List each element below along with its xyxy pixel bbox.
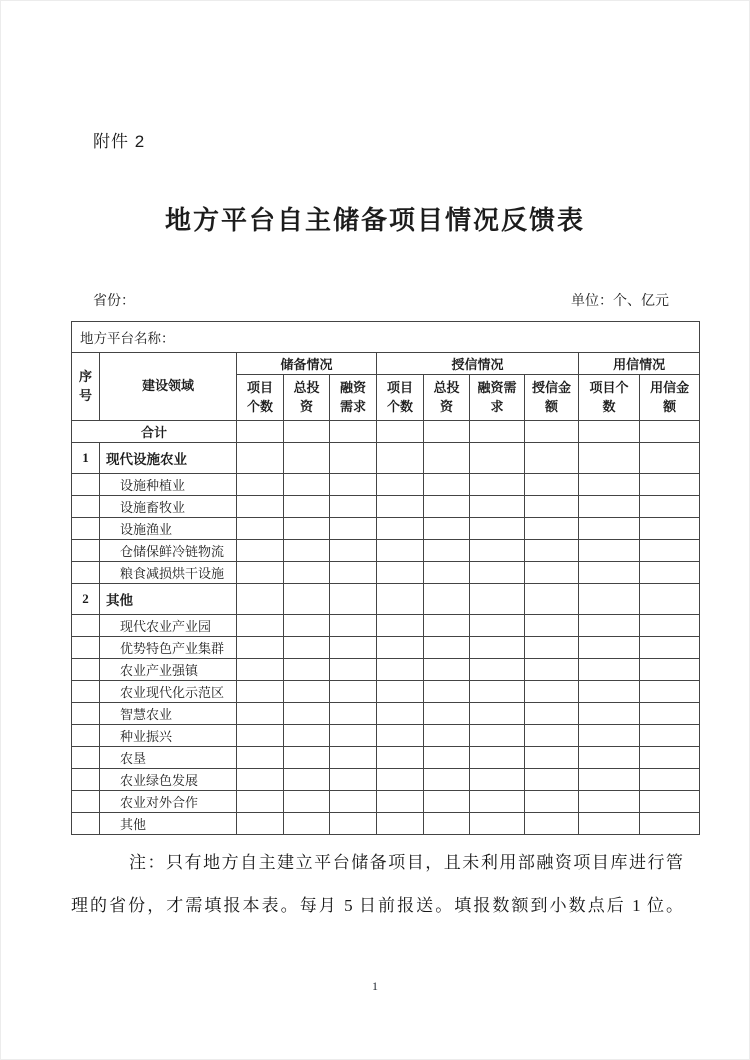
value-cell: [237, 615, 284, 637]
platform-name-label: 地方平台名称：: [72, 322, 700, 353]
value-cell: [579, 421, 640, 443]
value-cell: [579, 747, 640, 769]
row-no-cell: [72, 540, 100, 562]
attachment-label: 附件 2: [93, 132, 146, 151]
value-cell: [470, 681, 525, 703]
value-cell: [525, 584, 579, 615]
value-cell: [470, 791, 525, 813]
row-no-cell: [72, 681, 100, 703]
value-cell: [579, 725, 640, 747]
row-no-cell: [72, 813, 100, 835]
value-cell: [284, 659, 330, 681]
col-header-credit-project-count: 项目个数: [377, 375, 424, 421]
value-cell: [640, 769, 700, 791]
value-cell: [237, 791, 284, 813]
table-row: [72, 540, 700, 562]
value-cell: [525, 703, 579, 725]
row-no-cell: [72, 496, 100, 518]
value-cell: [470, 474, 525, 496]
row-label: 农垦: [100, 747, 237, 769]
value-cell: [330, 496, 377, 518]
value-cell: [579, 584, 640, 615]
value-cell: [377, 703, 424, 725]
col-header-reserve-total-investment: 总投资: [284, 375, 330, 421]
value-cell: [640, 421, 700, 443]
row-label: 种业振兴: [100, 725, 237, 747]
value-cell: [525, 496, 579, 518]
province-label: 省份：: [93, 294, 135, 309]
value-cell: [525, 725, 579, 747]
table-rows: [72, 443, 700, 835]
value-cell: [377, 615, 424, 637]
row-no-cell: 1: [72, 443, 100, 474]
value-cell: [424, 637, 470, 659]
value-cell: [377, 769, 424, 791]
value-cell: [377, 518, 424, 540]
value-cell: [640, 540, 700, 562]
value-cell: [237, 421, 284, 443]
value-cell: [237, 518, 284, 540]
value-cell: [424, 584, 470, 615]
value-cell: [237, 562, 284, 584]
value-cell: [237, 659, 284, 681]
value-cell: [424, 540, 470, 562]
value-cell: [525, 659, 579, 681]
value-cell: [424, 791, 470, 813]
page-number: 1: [372, 979, 378, 993]
value-cell: [284, 681, 330, 703]
value-cell: [330, 791, 377, 813]
value-cell: [284, 769, 330, 791]
table-row: [72, 615, 700, 637]
row-no-cell: [72, 747, 100, 769]
value-cell: [237, 584, 284, 615]
value-cell: [284, 813, 330, 835]
table-head: [72, 322, 700, 443]
value-cell: [284, 443, 330, 474]
col-header-reserve-project-count: 项目个数: [237, 375, 284, 421]
value-cell: [470, 769, 525, 791]
value-cell: [284, 421, 330, 443]
value-cell: [330, 562, 377, 584]
value-cell: [377, 421, 424, 443]
row-label: 设施渔业: [100, 518, 237, 540]
value-cell: [284, 615, 330, 637]
value-cell: [284, 518, 330, 540]
value-cell: [237, 496, 284, 518]
value-cell: [640, 443, 700, 474]
col-header-credit-financing-demand: 融资需求: [470, 375, 525, 421]
value-cell: [237, 747, 284, 769]
value-cell: [640, 584, 700, 615]
value-cell: [330, 725, 377, 747]
value-cell: [377, 584, 424, 615]
row-no-cell: [72, 791, 100, 813]
value-cell: [424, 747, 470, 769]
value-cell: [237, 725, 284, 747]
value-cell: [377, 747, 424, 769]
value-cell: [640, 659, 700, 681]
value-cell: [284, 791, 330, 813]
value-cell: [330, 681, 377, 703]
col-header-area: 建设领域: [100, 353, 237, 421]
table-row: [72, 637, 700, 659]
value-cell: [525, 474, 579, 496]
row-no-cell: [72, 474, 100, 496]
value-cell: [525, 769, 579, 791]
col-group-credit-used: 用信情况: [579, 353, 700, 375]
value-cell: [424, 496, 470, 518]
value-cell: [470, 496, 525, 518]
header-group-row: [72, 353, 700, 375]
value-cell: [579, 769, 640, 791]
value-cell: [377, 443, 424, 474]
value-cell: [284, 725, 330, 747]
value-cell: [237, 769, 284, 791]
value-cell: [579, 562, 640, 584]
value-cell: [330, 540, 377, 562]
col-header-used-amount: 用信金额: [640, 375, 700, 421]
total-row: [72, 421, 700, 443]
value-cell: [284, 496, 330, 518]
table-row: [72, 747, 700, 769]
value-cell: [640, 518, 700, 540]
value-cell: [284, 562, 330, 584]
row-no-cell: [72, 659, 100, 681]
value-cell: [470, 443, 525, 474]
value-cell: [470, 725, 525, 747]
note: [71, 841, 683, 927]
value-cell: [640, 813, 700, 835]
value-cell: [579, 703, 640, 725]
value-cell: [640, 791, 700, 813]
row-label: 其他: [100, 813, 237, 835]
value-cell: [237, 813, 284, 835]
value-cell: [640, 747, 700, 769]
row-label: 现代农业产业园: [100, 615, 237, 637]
value-cell: [424, 474, 470, 496]
row-label: 农业产业强镇: [100, 659, 237, 681]
col-header-credit-granted-amount: 授信金额: [525, 375, 579, 421]
value-cell: [330, 637, 377, 659]
value-cell: [237, 703, 284, 725]
value-cell: [284, 540, 330, 562]
row-no-cell: [72, 518, 100, 540]
row-no-cell: [72, 637, 100, 659]
platform-name-row: [72, 322, 700, 353]
value-cell: [525, 615, 579, 637]
value-cell: [424, 725, 470, 747]
value-cell: [640, 681, 700, 703]
col-group-credit-granted: 授信情况: [377, 353, 579, 375]
row-no-cell: 2: [72, 584, 100, 615]
value-cell: [330, 443, 377, 474]
table-row: [72, 562, 700, 584]
value-cell: [330, 813, 377, 835]
value-cell: [470, 562, 525, 584]
value-cell: [424, 703, 470, 725]
value-cell: [470, 584, 525, 615]
value-cell: [330, 747, 377, 769]
value-cell: [424, 562, 470, 584]
value-cell: [377, 659, 424, 681]
table-row: [72, 813, 700, 835]
value-cell: [579, 615, 640, 637]
row-label: 粮食减损烘干设施: [100, 562, 237, 584]
value-cell: [237, 637, 284, 659]
value-cell: [330, 659, 377, 681]
value-cell: [640, 496, 700, 518]
value-cell: [284, 747, 330, 769]
feedback-table: [71, 321, 700, 835]
value-cell: [579, 659, 640, 681]
table-row: [72, 703, 700, 725]
value-cell: [424, 443, 470, 474]
value-cell: [579, 681, 640, 703]
value-cell: [330, 769, 377, 791]
row-label: 设施畜牧业: [100, 496, 237, 518]
value-cell: [377, 562, 424, 584]
value-cell: [284, 703, 330, 725]
value-cell: [330, 518, 377, 540]
table-row: [72, 474, 700, 496]
value-cell: [525, 540, 579, 562]
col-header-no: 序号: [72, 353, 100, 421]
col-header-used-project-count: 项目个数: [579, 375, 640, 421]
value-cell: [525, 518, 579, 540]
value-cell: [284, 637, 330, 659]
value-cell: [525, 791, 579, 813]
table-row: [72, 769, 700, 791]
value-cell: [579, 518, 640, 540]
row-label: 农业现代化示范区: [100, 681, 237, 703]
table-row: [72, 659, 700, 681]
value-cell: [424, 615, 470, 637]
value-cell: [377, 474, 424, 496]
row-no-cell: [72, 769, 100, 791]
note-line: 注：只有地方自主建立平台储备项目，且未利用部融资项目库进行管: [129, 853, 683, 872]
row-label: 优势特色产业集群: [100, 637, 237, 659]
value-cell: [330, 474, 377, 496]
value-cell: [579, 637, 640, 659]
value-cell: [377, 813, 424, 835]
value-cell: [525, 637, 579, 659]
value-cell: [377, 540, 424, 562]
value-cell: [640, 725, 700, 747]
table-row: [72, 791, 700, 813]
row-no-cell: [72, 562, 100, 584]
row-label: 仓储保鲜冷链物流: [100, 540, 237, 562]
value-cell: [424, 659, 470, 681]
col-group-reserve: 储备情况: [237, 353, 377, 375]
value-cell: [377, 725, 424, 747]
col-header-reserve-financing-demand: 融资需求: [330, 375, 377, 421]
value-cell: [470, 813, 525, 835]
value-cell: [330, 584, 377, 615]
value-cell: [377, 496, 424, 518]
value-cell: [640, 703, 700, 725]
value-cell: [640, 615, 700, 637]
value-cell: [284, 474, 330, 496]
value-cell: [424, 518, 470, 540]
value-cell: [237, 540, 284, 562]
value-cell: [579, 813, 640, 835]
row-label: 智慧农业: [100, 703, 237, 725]
value-cell: [330, 703, 377, 725]
value-cell: [525, 562, 579, 584]
value-cell: [424, 421, 470, 443]
value-cell: [525, 813, 579, 835]
total-label: 合计: [72, 421, 237, 443]
value-cell: [284, 584, 330, 615]
value-cell: [470, 540, 525, 562]
value-cell: [640, 474, 700, 496]
value-cell: [470, 637, 525, 659]
row-no-cell: [72, 725, 100, 747]
value-cell: [525, 443, 579, 474]
value-cell: [377, 791, 424, 813]
table-row: [72, 496, 700, 518]
row-label: 农业对外合作: [100, 791, 237, 813]
meta-row: [71, 293, 681, 311]
table-row: [72, 725, 700, 747]
value-cell: [237, 681, 284, 703]
value-cell: [470, 518, 525, 540]
row-no-cell: [72, 703, 100, 725]
col-header-credit-total-investment: 总投资: [424, 375, 470, 421]
value-cell: [579, 496, 640, 518]
value-cell: [470, 659, 525, 681]
page-title: 地方平台自主储备项目情况反馈表: [164, 205, 585, 235]
value-cell: [470, 615, 525, 637]
table-row: [72, 584, 700, 615]
value-cell: [330, 421, 377, 443]
table-row: [72, 518, 700, 540]
row-label: 其他: [100, 584, 237, 615]
row-no-cell: [72, 615, 100, 637]
row-label: 农业绿色发展: [100, 769, 237, 791]
value-cell: [470, 703, 525, 725]
unit-label: 单位：个、亿元: [571, 294, 669, 309]
value-cell: [640, 562, 700, 584]
value-cell: [470, 421, 525, 443]
value-cell: [579, 474, 640, 496]
table-row: [72, 443, 700, 474]
table-row: [72, 681, 700, 703]
value-cell: [377, 681, 424, 703]
value-cell: [424, 813, 470, 835]
value-cell: [525, 681, 579, 703]
value-cell: [470, 747, 525, 769]
value-cell: [424, 769, 470, 791]
value-cell: [579, 791, 640, 813]
row-label: 现代设施农业: [100, 443, 237, 474]
value-cell: [525, 747, 579, 769]
value-cell: [525, 421, 579, 443]
value-cell: [377, 637, 424, 659]
value-cell: [424, 681, 470, 703]
note-line: 理的省份，才需填报本表。每月 5 日前报送。填报数额到小数点后 1 位。: [71, 896, 683, 915]
value-cell: [640, 637, 700, 659]
value-cell: [237, 474, 284, 496]
value-cell: [579, 540, 640, 562]
row-label: 设施种植业: [100, 474, 237, 496]
value-cell: [330, 615, 377, 637]
value-cell: [237, 443, 284, 474]
value-cell: [579, 443, 640, 474]
